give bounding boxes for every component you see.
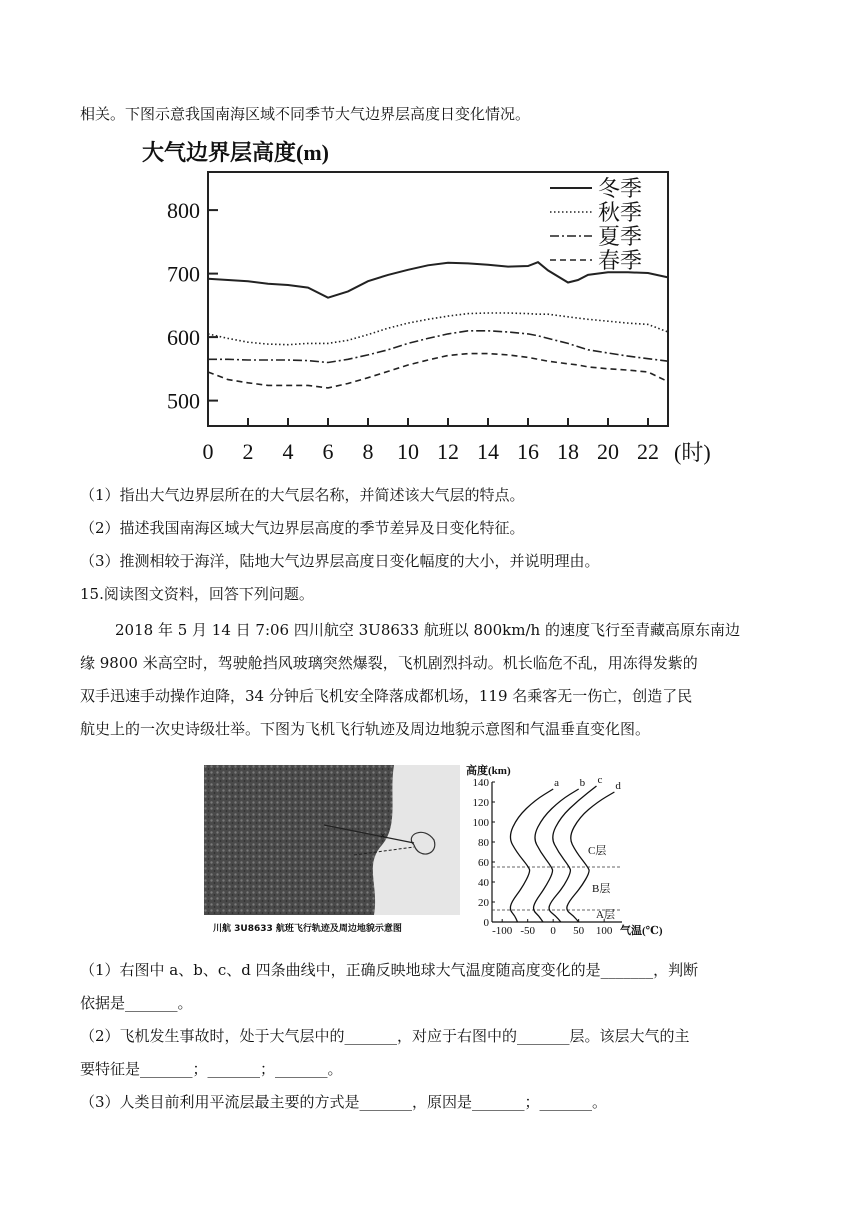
terrain-map-graphic [204, 765, 460, 933]
series-line-春季 [208, 354, 668, 388]
chart2-xlabel: 气温(℃) [620, 925, 663, 937]
x-tick-label: 18 [557, 439, 579, 464]
layer-label-a: A层 [596, 909, 615, 921]
y-tick-label: 80 [478, 837, 489, 849]
passage-line-3: 双手迅速手动操作迫降，34 分钟后飞机安全降落成都机场，119 名乘客无一伤亡，创造了民 [80, 687, 693, 705]
curve-label-a: a [554, 777, 560, 789]
y-tick-label: 700 [167, 261, 200, 287]
question-1-1: （1）指出大气边界层所在的大气层名称，并简述该大气层的特点。 [80, 486, 525, 504]
y-tick-label: 100 [472, 817, 489, 829]
boundary-layer-height-chart [130, 132, 730, 472]
y-tick-label: 60 [478, 857, 489, 869]
temperature-curve-d [567, 792, 615, 922]
chart2-ylabel: 高度(km) [466, 765, 511, 777]
legend-label: 秋季 [598, 200, 643, 225]
passage-line-2: 缘 9800 米高空时，驾驶舱挡风玻璃突然爆裂，飞机剧烈抖动。机长临危不乱，用冻得发紫的 [80, 654, 698, 672]
svg-text:×: × [380, 831, 386, 842]
x-tick-label: 100 [595, 925, 613, 937]
curve-label-b: b [579, 777, 586, 789]
question-15-1-a: （1）右图中 a、b、c、d 四条曲线中，正确反映地球大气温度随高度变化的是_______，判断 [80, 961, 699, 979]
x-tick-label: 0 [202, 439, 214, 464]
passage-line-1: 2018 年 5 月 14 日 7:06 四川航空 3U8633 航班以 800km/h 的速度飞行至青藏高原东南边 [115, 621, 740, 639]
question-1-2: （2）描述我国南海区域大气边界层高度的季节差异及日变化特征。 [80, 519, 525, 537]
temperature-profile-chart [462, 760, 672, 940]
x-tick-label: 12 [437, 439, 459, 464]
x-tick-label: 8 [362, 439, 374, 464]
x-tick-label: 50 [573, 925, 585, 937]
legend-label: 冬季 [598, 176, 643, 201]
x-tick-label: 6 [322, 439, 334, 464]
x-tick-label: -100 [492, 925, 513, 937]
x-tick-label: -50 [520, 925, 536, 937]
y-tick-label: 20 [478, 897, 489, 909]
x-tick-label: 20 [597, 439, 619, 464]
x-tick-label: 0 [550, 925, 556, 937]
y-tick-label: 0 [483, 917, 489, 929]
temperature-curve-b [534, 789, 579, 922]
temperature-curve-a [510, 789, 553, 922]
legend-label: 春季 [598, 248, 643, 273]
y-tick-label: 40 [478, 877, 489, 889]
y-tick-label: 500 [167, 388, 200, 414]
passage-line-4: 航史上的一次史诗级壮举。下图为飞机飞行轨迹及周边地貌示意图和气温垂直变化图。 [80, 720, 651, 738]
question-15-2-b: 要特征是_______；_______；_______。 [80, 1060, 343, 1078]
flight-path-terrain-map [204, 765, 460, 933]
x-tick-label: 14 [477, 439, 499, 464]
curve-label-d: d [615, 780, 621, 792]
y-tick-label: 120 [472, 797, 489, 809]
x-tick-label: 16 [517, 439, 539, 464]
series-line-秋季 [208, 313, 668, 345]
legend-label: 夏季 [598, 224, 643, 249]
layer-label-b: B层 [592, 883, 611, 895]
y-tick-label: 600 [167, 325, 200, 351]
intro-line: 相关。下图示意我国南海区域不同季节大气边界层高度日变化情况。 [80, 105, 531, 123]
x-tick-label: 2 [242, 439, 254, 464]
question-15-2-a: （2）飞机发生事故时，处于大气层中的_______，对应于右图中的_______层。该层大气的主 [80, 1027, 690, 1045]
x-tick-label: 10 [397, 439, 419, 464]
chart1-xlabel: (时) [674, 440, 711, 465]
y-tick-label: 800 [167, 198, 200, 224]
question-15-title: 15.阅读图文资料，回答下列问题。 [80, 585, 314, 603]
chart1-title: 大气边界层高度(m) [142, 140, 329, 165]
layer-label-c: C层 [588, 845, 607, 857]
question-1-3: （3）推测相较于海洋，陆地大气边界层高度日变化幅度的大小，并说明理由。 [80, 552, 600, 570]
question-15-1-b: 依据是_______。 [80, 994, 193, 1012]
y-tick-label: 140 [472, 777, 489, 789]
x-tick-label: 4 [282, 439, 294, 464]
series-line-夏季 [208, 331, 668, 363]
x-tick-label: 22 [637, 439, 659, 464]
map-caption: 川航 3U8633 航班飞行轨迹及周边地貌示意图 [213, 924, 402, 934]
question-15-3: （3）人类目前利用平流层最主要的方式是_______，原因是_______；_______。 [80, 1093, 608, 1111]
curve-label-c: c [597, 774, 603, 786]
